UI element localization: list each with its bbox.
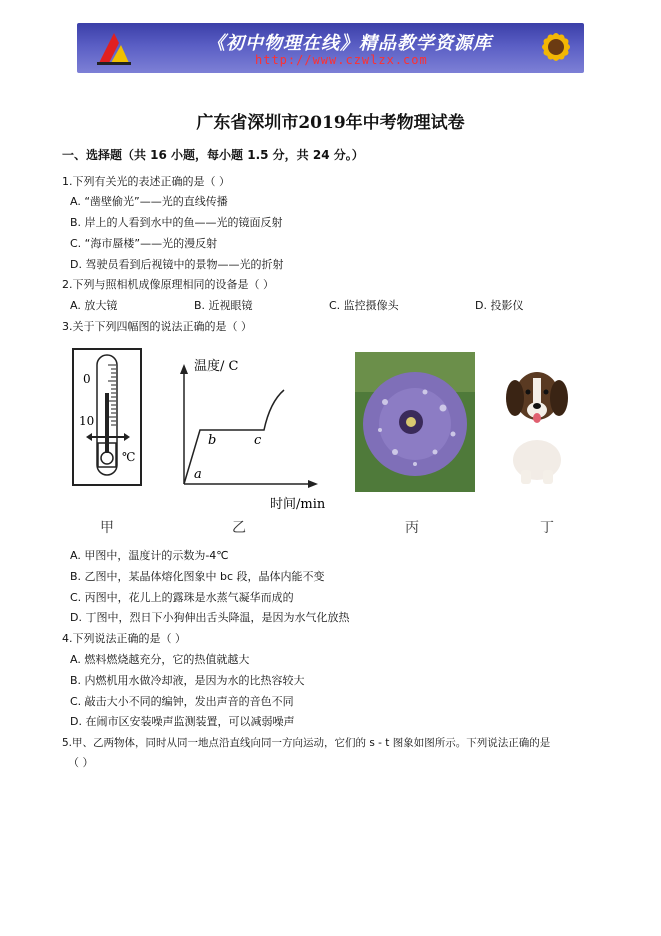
question-2-option-c: C. 监控摄像头 [329,299,399,312]
page-title: 广东省深圳市2019年中考物理试卷 [196,113,465,133]
graph-point-c: c [254,433,262,448]
header-banner [77,23,584,73]
question-3-option-d: D. 丁图中，烈日下小狗伸出舌头降温，是因为水气化放热 [70,611,350,624]
dog-photo [489,352,585,492]
question-2-option-b: B. 近视眼镜 [194,299,253,312]
figure-label-jia: 甲 [100,520,114,536]
graph-xlabel: 时间/min [270,497,326,512]
thermometer-unit: ℃ [122,450,136,464]
question-4-option-b: B. 内燃机用水做冷却液，是因为水的比热容较大 [70,674,305,687]
question-4-option-a: A. 燃料燃烧越充分，它的热值就越大 [70,653,250,666]
question-1-option-c: C. “海市蜃楼”——光的漫反射 [70,237,218,250]
graph-ylabel: 温度/ C [194,359,239,374]
sunflower-icon [526,23,582,73]
thermometer-figure [70,345,150,490]
logo-icon [95,29,133,67]
question-2-option-a: A. 放大镜 [70,299,118,312]
question-3-stem: 3.关于下列四幅图的说法正确的是（ ） [62,320,252,333]
question-4-option-c: C. 敲击大小不同的编钟，发出声音的音色不同 [70,695,294,708]
figure-label-ding: 丁 [540,520,554,536]
question-3-option-b: B. 乙图中，某晶体熔化图象中 bc 段，晶体内能不变 [70,570,325,583]
graph-point-b: b [208,433,217,448]
question-4-stem: 4.下列说法正确的是（ ） [62,632,186,645]
question-3-option-c: C. 丙图中，花儿上的露珠是水蒸气凝华而成的 [70,591,294,604]
question-3-option-a: A. 甲图中，温度计的示数为-4℃ [70,549,229,562]
question-1-option-d: D. 驾驶员看到后视镜中的景物——光的折射 [70,258,284,271]
section-heading: 一、选择题（共 16 小题，每小题 1.5 分，共 24 分。） [62,148,364,162]
thermometer-tick-10: 10 [79,414,95,428]
question-1-option-a: A. “凿壁偷光”——光的直线传播 [70,195,228,208]
question-2-stem: 2.下列与照相机成像原理相同的设备是（ ） [62,278,274,291]
question-2-option-d: D. 投影仪 [475,299,524,312]
dewdrop-flower-photo [355,352,475,492]
question-5-stem: 5.甲、乙两物体，同时从同一地点沿直线向同一方向运动，它们的 s - t 图象如图所示。下列说法正确的是 [62,737,551,749]
thermometer-tick-0: 0 [83,372,91,386]
question-1-stem: 1.下列有关光的表述正确的是（ ） [62,175,230,188]
banner-url: http://www.czwlzx.com [255,53,428,67]
melting-graph-figure [172,352,342,512]
question-5-stem-cont: （ ） [68,756,94,769]
figure-label-bing: 丙 [405,520,419,536]
banner-title: 《初中物理在线》精品教学资源库 [207,33,492,54]
question-4-option-d: D. 在闹市区安装噪声监测装置，可以减弱噪声 [70,715,295,728]
figure-label-yi: 乙 [232,520,246,536]
question-1-option-b: B. 岸上的人看到水中的鱼——光的镜面反射 [70,216,283,229]
graph-point-a: a [194,467,202,482]
